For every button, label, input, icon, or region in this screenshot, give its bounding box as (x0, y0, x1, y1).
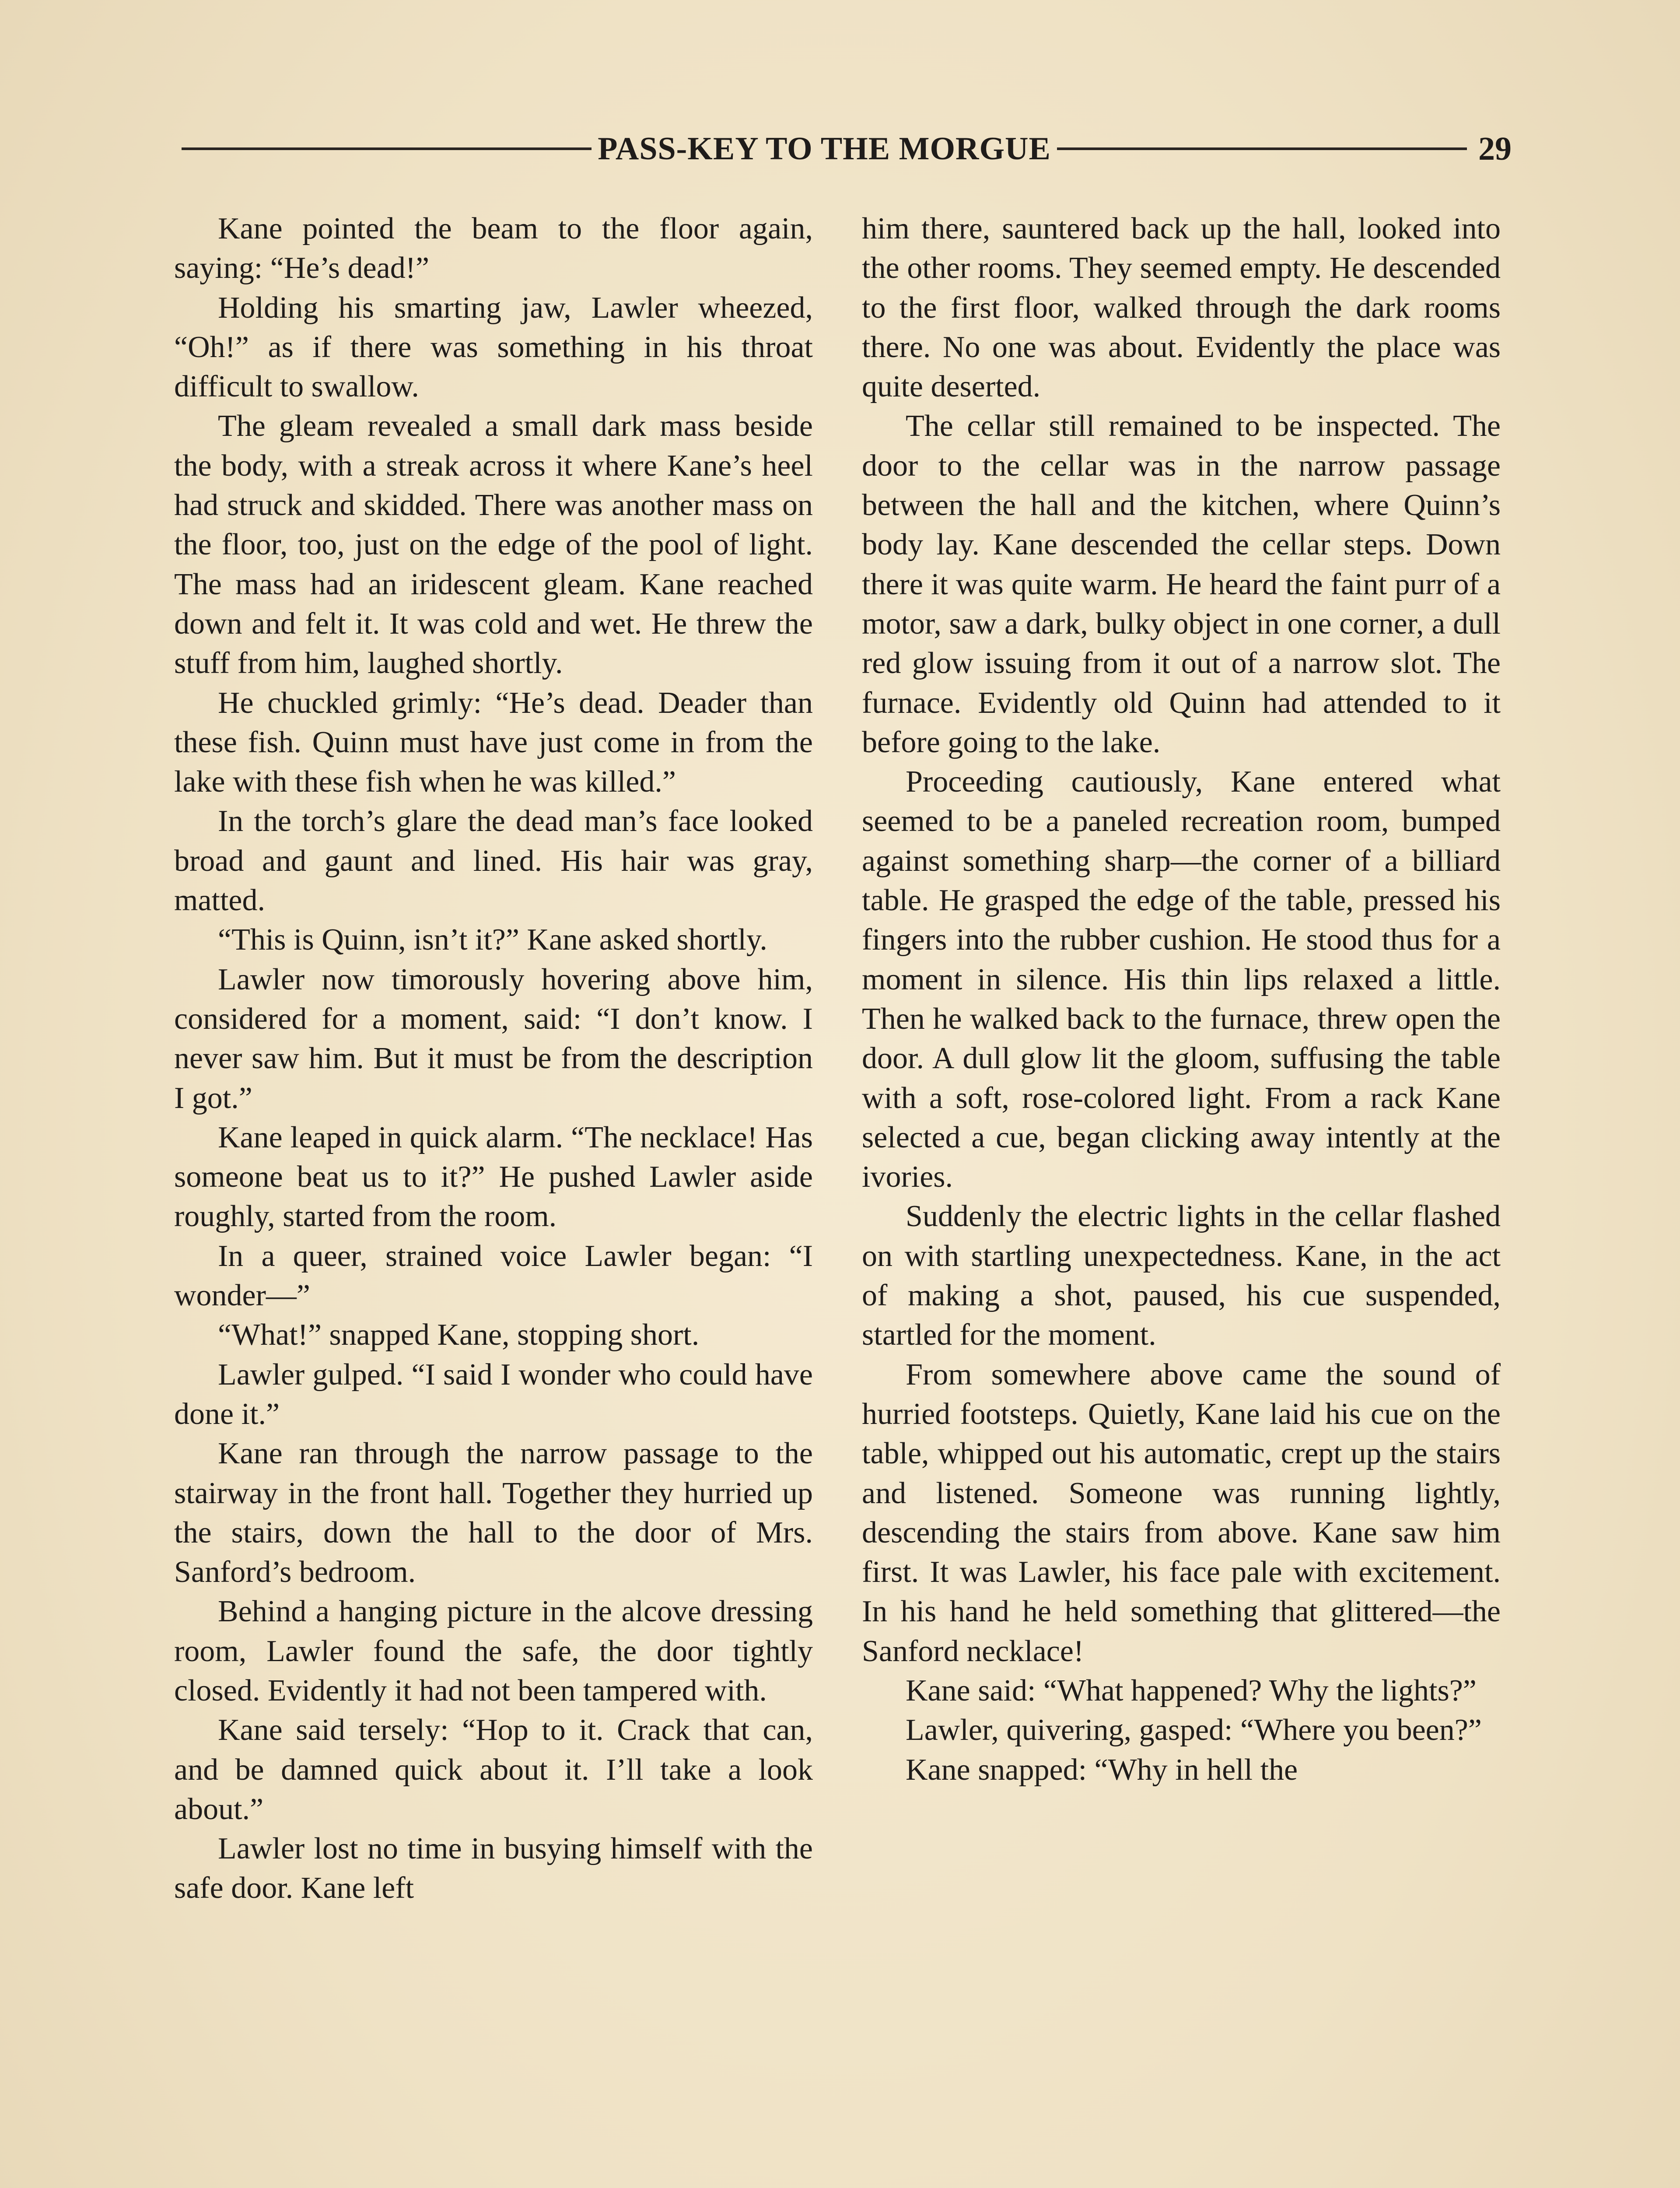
paragraph: Kane pointed the beam to the floor again, saying: “He’s dead!” (174, 212, 813, 285)
paragraph: He chuckled grimly: “He’s dead. Deader than these fish. Quinn must have just come in from the lake with these fish when he was killed.” (174, 686, 813, 799)
paragraph: Lawler gulped. “I said I wonder who could have done it.” (174, 1357, 813, 1431)
page-number: 29 (1478, 130, 1512, 167)
running-header (182, 127, 1512, 171)
paragraph: Lawler, quivering, gasped: “Where you been?” (906, 1713, 1482, 1747)
paragraph: Lawler lost no time in busying himself with the safe door. Kane left (174, 1832, 813, 1905)
running-title: PASS-KEY TO THE MORGUE (598, 130, 1051, 167)
paragraph: Kane said: “What happened? Why the lights?” (906, 1673, 1477, 1708)
right-column (862, 209, 1501, 1790)
paragraph: In the torch’s glare the dead man’s face looked broad and gaunt and lined. His hair was gray, matted. (174, 804, 813, 918)
paragraph: Proceeding cautiously, Kane entered what seemed to be a paneled recreation room, bumped against something sharp—the corner of a billiard table. He grasped the edge of the table, pressed his fingers into the rubber cushion. He stood thus for a moment in silence. His thin lips relaxed a little. Then he walked back to the furnace, threw open the door. A dull glow lit the gloom, suffusing the table with a soft, rose-colored light. From a rack Kane selected a cue, began clicking away intently at the ivories. (862, 765, 1501, 1194)
paragraph: Kane snapped: “Why in hell the (906, 1753, 1298, 1787)
left-column (174, 209, 813, 1908)
paragraph: Kane ran through the narrow passage to the stairway in the front hall. Together they hurried up the stairs, down the hall to the door of Mrs. Sanford’s bedroom. (174, 1437, 813, 1589)
paragraph-continued: him there, sauntered back up the hall, looked into the other rooms. They seemed empty. He descended to the first floor, walked through the dark rooms there. No one was about. Evidently the place was quite deserted. (862, 212, 1501, 404)
paragraph: “What!” snapped Kane, stopping short. (218, 1318, 700, 1352)
paragraph: “This is Quinn, isn’t it?” Kane asked shortly. (218, 923, 767, 957)
paragraph: Kane said tersely: “Hop to it. Crack that can, and be damned quick about it. I’ll take a look about.” (174, 1713, 813, 1826)
header-rule-left (182, 147, 592, 150)
paragraph: In a queer, strained voice Lawler began: “I wonder—” (174, 1239, 813, 1313)
paragraph: Behind a hanging picture in the alcove dressing room, Lawler found the safe, the door tightly closed. Evidently it had not been tampered with. (174, 1595, 813, 1708)
paragraph: Suddenly the electric lights in the cellar flashed on with startling unexpectedness. Kane, in the act of making a shot, paused, his cue suspended, startled for the moment. (862, 1199, 1501, 1352)
paragraph: Holding his smarting jaw, Lawler wheezed, “Oh!” as if there was something in his throat difficult to swallow. (174, 291, 813, 404)
paragraph: From somewhere above came the sound of hurried footsteps. Quietly, Kane laid his cue on the table, whipped out his automatic, crept up the stairs and listened. Someone was running lightly, descending the stairs from above. Kane saw him first. It was Lawler, his face pale with excitement. In his hand he held something that glittered—the Sanford necklace! (862, 1357, 1501, 1668)
paragraph: The cellar still remained to be inspected. The door to the cellar was in the narrow passage between the hall and the kitchen, where Quinn’s body lay. Kane descended the cellar steps. Down there it was quite warm. He heard the faint purr of a motor, saw a dark, bulky object in one corner, a dull red glow issuing from it out of a narrow slot. The furnace. Evidently old Quinn had attended to it before going to the lake. (862, 409, 1501, 759)
header-rule-right (1057, 147, 1467, 150)
paragraph: Lawler now timorously hovering above him, considered for a moment, said: “I don’t know. I never saw him. But it must be from the description I got.” (174, 962, 813, 1115)
paragraph: Kane leaped in quick alarm. “The necklace! Has someone beat us to it?” He pushed Lawler aside roughly, started from the room. (174, 1120, 813, 1234)
paragraph: The gleam revealed a small dark mass beside the body, with a streak across it where Kane’s heel had struck and skidded. There was another mass on the floor, too, just on the edge of the pool of light. The mass had an iridescent gleam. Kane reached down and felt it. It was cold and wet. He threw the stuff from him, laughed shortly. (174, 409, 813, 680)
